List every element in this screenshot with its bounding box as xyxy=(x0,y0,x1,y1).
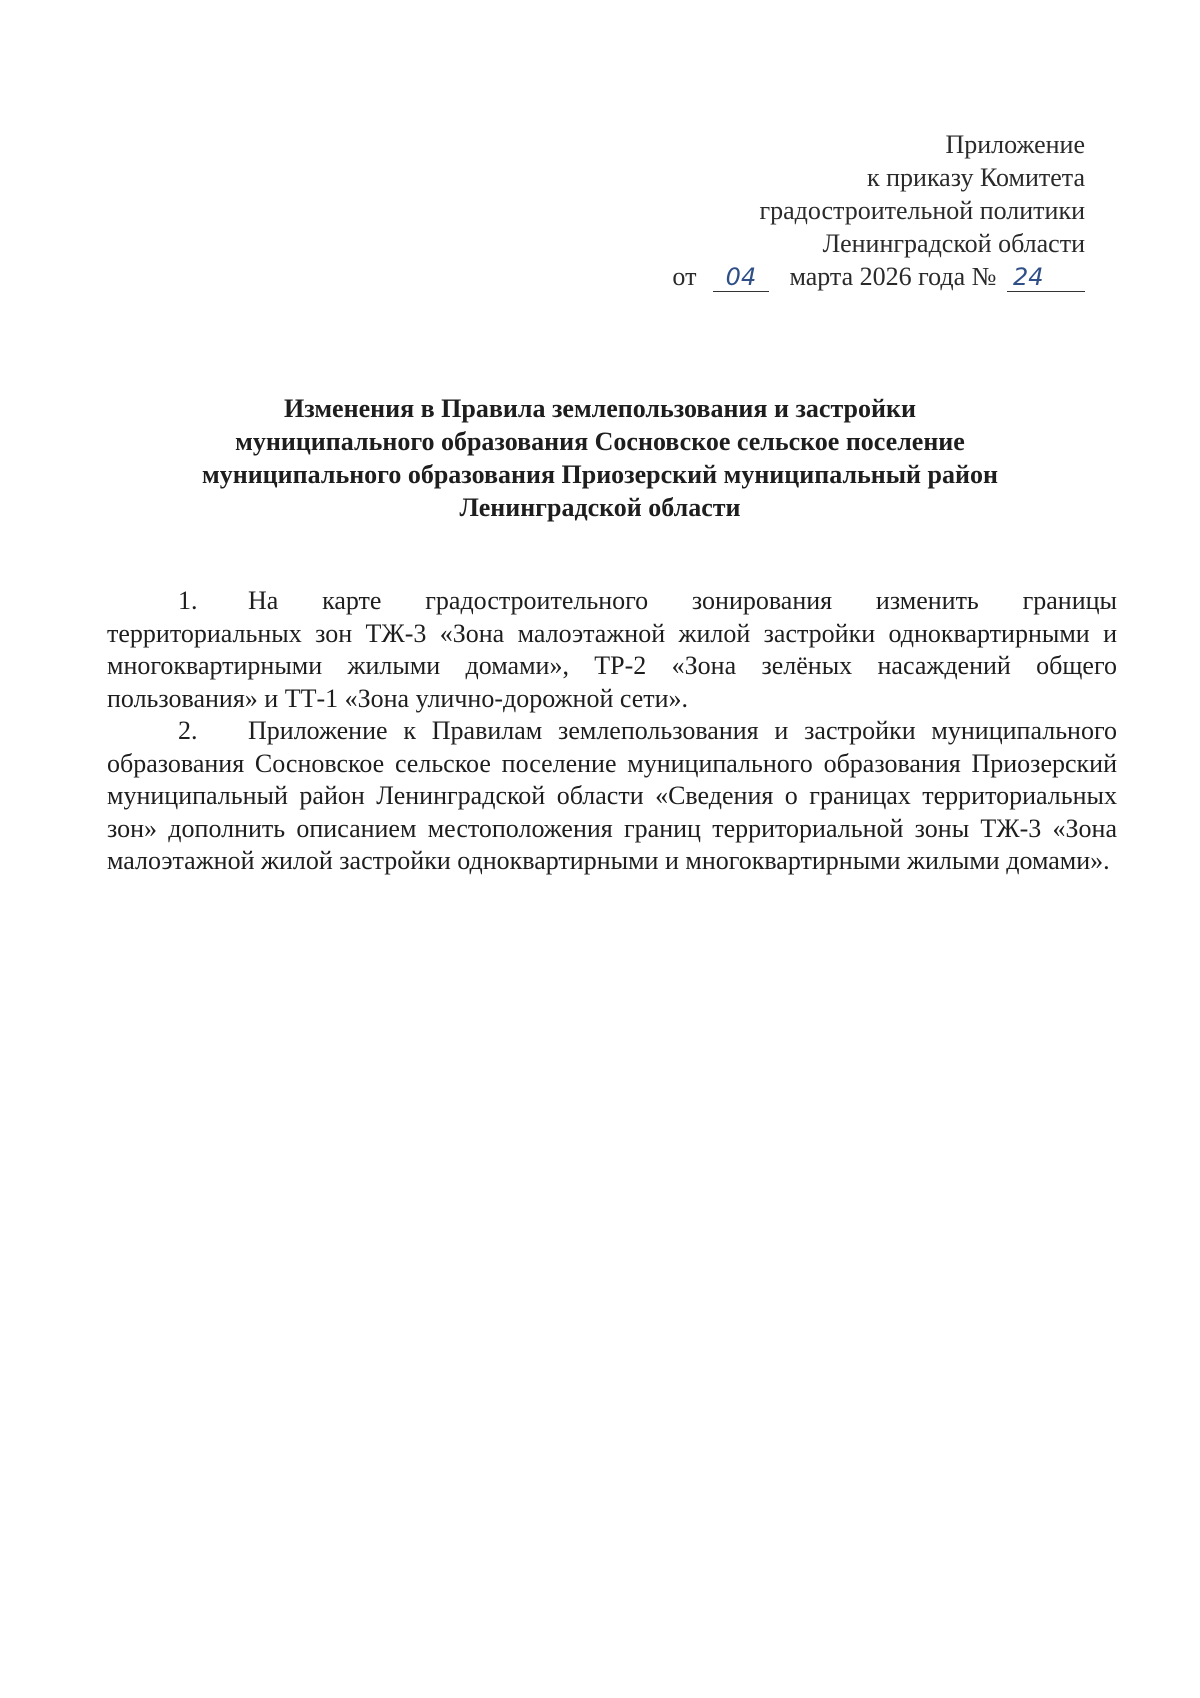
item-text: Приложение к Правилам землепользования и застройки муниципального образования Сосновское сельское поселение муниципального образования Приозерский муниципальный район Ленинградской области «Сведения о границах территориальных зон» дополнить описанием местоположения границ территориальной зоны ТЖ-3 «Зона малоэтажной жилой застройки одноквартирными и многоквартирными жилыми домами». xyxy=(107,716,1117,875)
month-year-text: марта 2026 года № xyxy=(789,262,997,291)
approval-line: градостроительной политики xyxy=(759,196,1085,225)
list-item xyxy=(107,585,1117,715)
list-item xyxy=(107,715,1117,878)
approval-block xyxy=(672,128,1085,293)
document-body xyxy=(107,585,1117,878)
title-line: Изменения в Правила землепользования и застройки xyxy=(284,394,916,423)
title-line: Ленинградской области xyxy=(459,493,741,522)
order-date-line xyxy=(672,260,1085,293)
handwritten-day: 04 xyxy=(713,263,769,292)
title-line: муниципального образования Сосновское сельское поселение xyxy=(235,427,965,456)
date-prefix: от xyxy=(672,262,697,291)
title-line: муниципального образования Приозерский муниципальный район xyxy=(202,460,998,489)
approval-line: Ленинградской области xyxy=(822,229,1085,258)
document-title xyxy=(100,392,1100,524)
item-text: На карте градостроительного зонирования изменить границы территориальных зон ТЖ-3 «Зона малоэтажной жилой застройки одноквартирными и многоквартирными жилыми домами», ТР-2 «Зона зелёных насаждений общего пользования» и ТТ-1 «Зона улично-дорожной сети». xyxy=(107,586,1117,713)
approval-line: к приказу Комитета xyxy=(866,163,1085,192)
approval-line: Приложение xyxy=(945,130,1085,159)
handwritten-order-number: 24 xyxy=(1007,263,1085,292)
item-number: 1. xyxy=(178,586,198,615)
item-number: 2. xyxy=(178,716,198,745)
